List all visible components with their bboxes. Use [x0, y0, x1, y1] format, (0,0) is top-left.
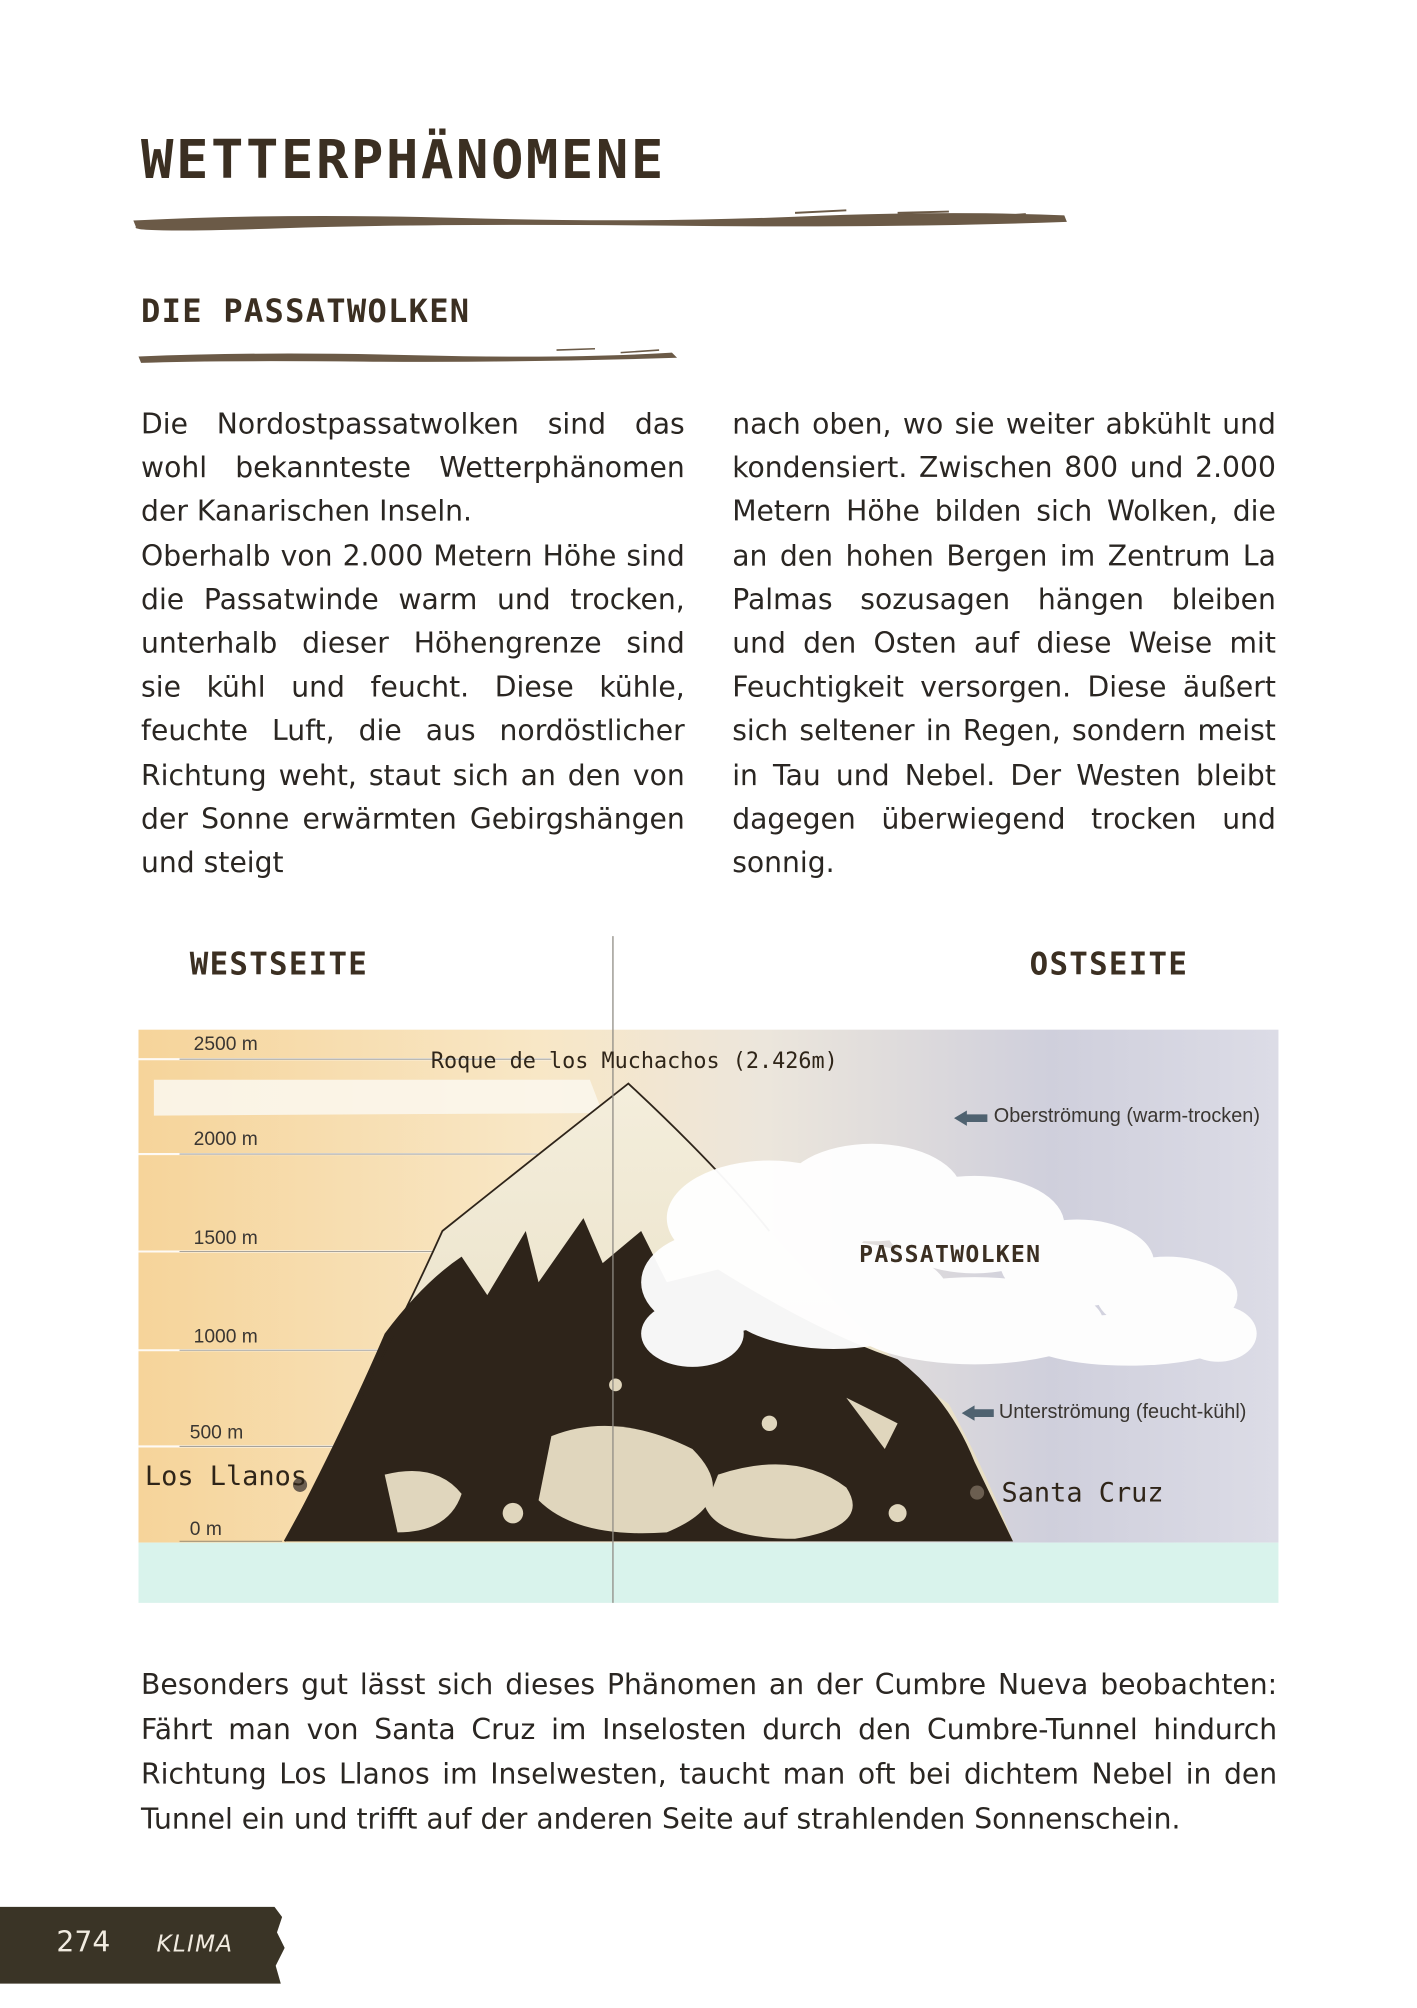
lower-flow-label: Unterströmung (feucht-kühl) [998, 1401, 1247, 1424]
paragraph-intro: Die Nordostpassatwolken sind das wohl bekannteste Wetterphänomen der Kanarischen Inseln. [141, 409, 685, 529]
altitude-label-0: 0 m [189, 1518, 222, 1541]
place-label-santa-cruz: Santa Cruz [1001, 1477, 1164, 1508]
sea [138, 1543, 1278, 1603]
altitude-label-1500: 1500 m [193, 1227, 258, 1249]
place-label-los-llanos: Los Llanos [144, 1460, 308, 1492]
east-side-label: OSTSEITE [1029, 946, 1189, 983]
altitude-label-1000: 1000 m [193, 1325, 258, 1348]
altitude-label-2500: 2500 m [193, 1033, 258, 1056]
upper-flow-label: Oberströmung (warm-trocken) [993, 1105, 1260, 1128]
santa-cruz-dot [970, 1486, 984, 1500]
peak-label: Roque de los Muchachos (2.426m) [430, 1048, 838, 1075]
upper-air-band [154, 1080, 603, 1116]
paragraph-passat: Oberhalb von 2.000 Metern Höhe sind die Passatwinde warm und trocken, unterhalb dieser Höhengrenze sind sie kühl und feucht. Diese kühle, feuchte Luft, die aus nordöstlicher Richtung weht, staut sich an den von der Sonne erwärmten Gebirgshängen und steigt [141, 540, 685, 880]
page-number: 274 [56, 1927, 111, 1960]
page-title: WETTERPHÄNOMENE [141, 128, 666, 192]
section-name: KLIMA [156, 1931, 234, 1959]
section-heading: DIE PASSATWOLKEN [141, 292, 471, 330]
paragraph-cumbre-nueva: Besonders gut lässt sich dieses Phänomen an der Cumbre Nueva beobachten: Fährt man von Santa Cruz im Inselosten durch den Cumbre-Tunnel hindurch Richtung Los Llanos im Inselwesten, taucht man oft bei dichtem Nebel in den Tunnel ein und trifft auf der anderen Seite auf strahlenden Sonnenschein. [141, 1669, 1278, 1837]
west-side-label: WESTSEITE [189, 946, 369, 983]
cloud-label: PASSATWOLKEN [859, 1241, 1042, 1269]
altitude-label-2000: 2000 m [193, 1128, 258, 1151]
footer-tab [0, 1907, 285, 1984]
altitude-label-500: 500 m [189, 1422, 244, 1444]
paragraph-continued: nach oben, wo sie weiter abkühlt und kondensiert. Zwischen 800 und 2.000 Metern Höhe bilden sich Wolken, die an den hohen Bergen im Zentrum La Palmas sozusagen hängen bleiben und den Osten auf diese Weise mit Feuchtigkeit versorgen. Diese äußert sich seltener in Regen, sondern meist in Tau und Nebel. Der Westen bleibt dagegen überwiegend trocken und sonnig. [732, 409, 1276, 880]
